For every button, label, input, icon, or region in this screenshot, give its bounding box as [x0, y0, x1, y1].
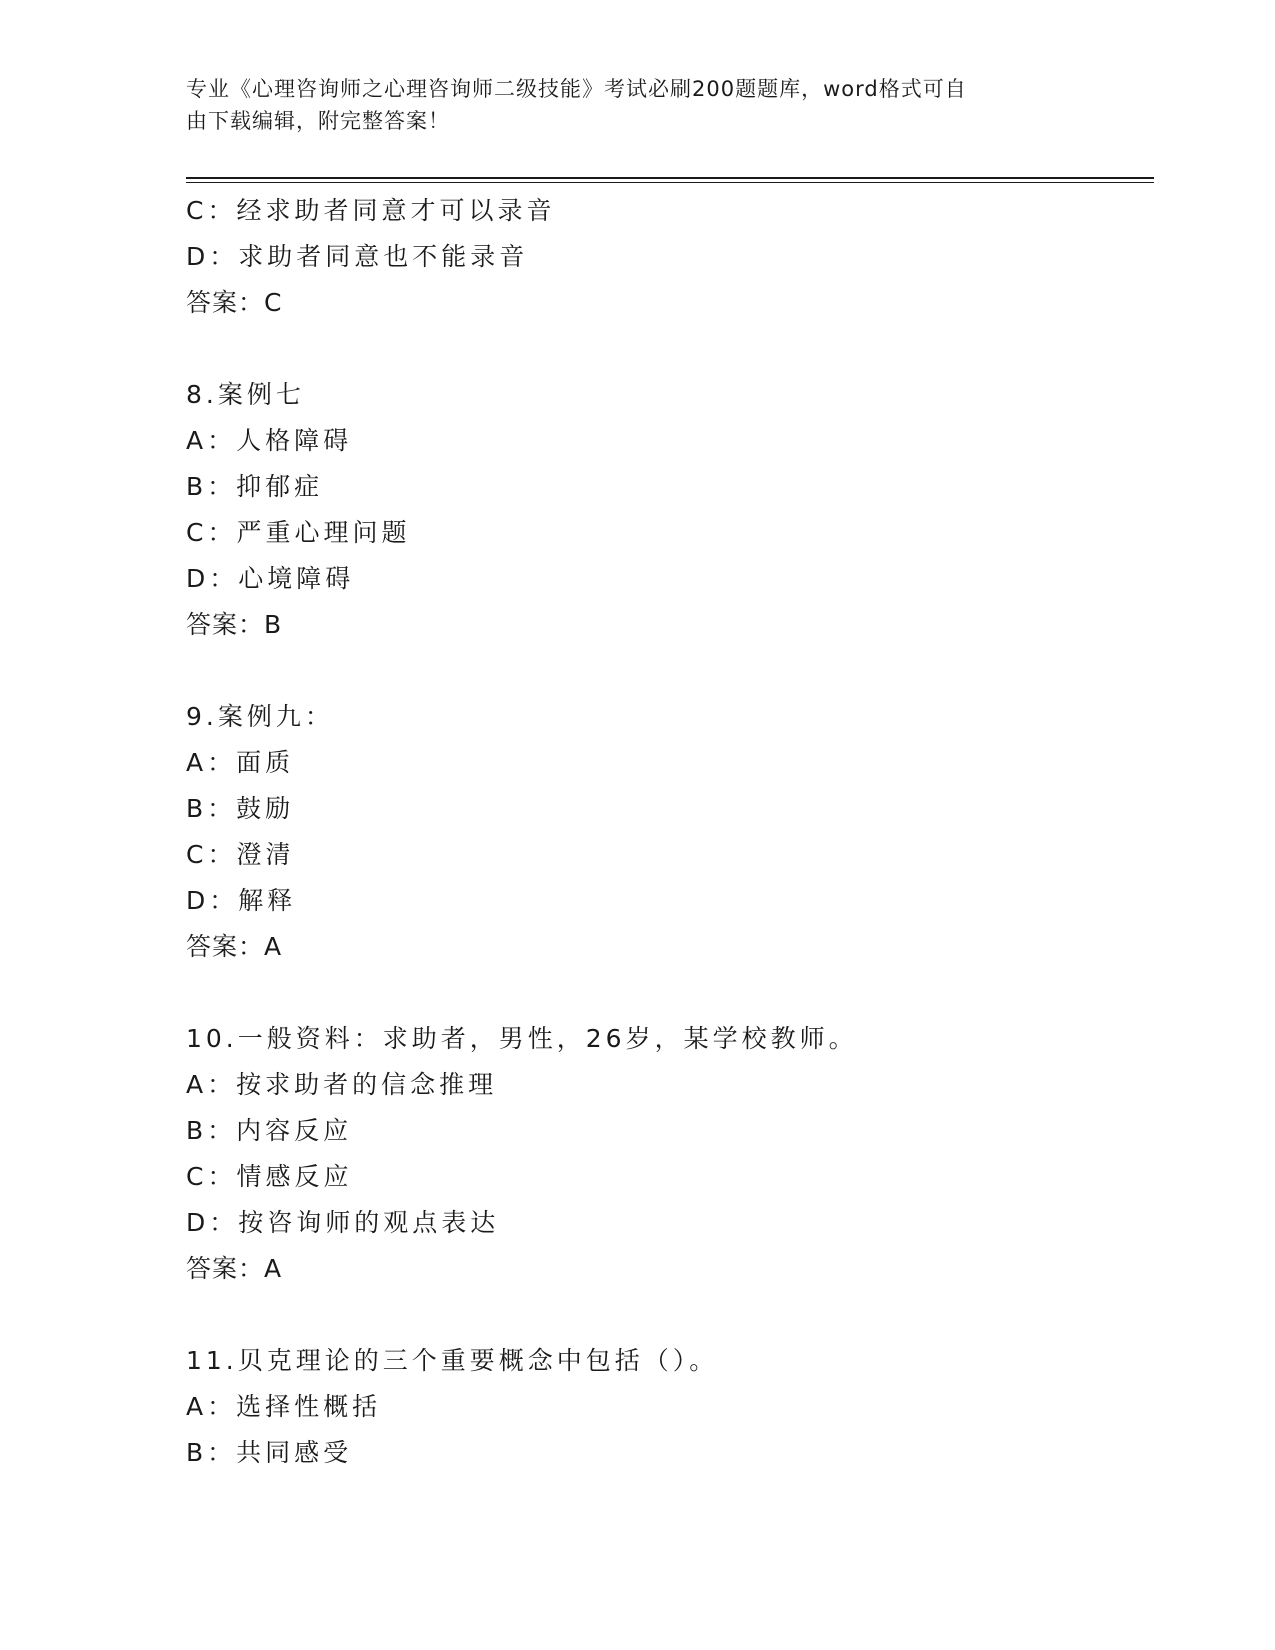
option-label: A： [186, 426, 237, 455]
spacer [186, 326, 1154, 372]
option-text: 求助者同意也不能录音 [238, 242, 529, 271]
option-a [186, 740, 1154, 786]
answer-line: 答案：C [186, 288, 283, 317]
question-list [186, 188, 1154, 1476]
answer-line: 答案：A [186, 1254, 283, 1283]
answer-line: 答案：B [186, 610, 283, 639]
header-title-line-2: 由下载编辑，附完整答案！ [186, 109, 450, 133]
header-divider-thin [186, 182, 1154, 183]
option-c [186, 1154, 1154, 1200]
option-b [186, 1108, 1154, 1154]
option-label: A： [186, 748, 237, 777]
option-text: 澄清 [236, 840, 295, 869]
option-text: 按求助者的信念推理 [236, 1070, 498, 1099]
option-a [186, 418, 1154, 464]
question-carryover [186, 188, 1154, 326]
option-label: C： [186, 196, 237, 225]
option-text: 共同感受 [236, 1438, 353, 1467]
question-stem: 8.案例七 [186, 380, 305, 409]
spacer [186, 970, 1154, 1016]
option-label: C： [186, 1162, 237, 1191]
option-label: B： [186, 1116, 237, 1145]
option-b [186, 464, 1154, 510]
option-c [186, 510, 1154, 556]
option-label: D： [186, 1208, 239, 1237]
option-b [186, 786, 1154, 832]
option-d [186, 556, 1154, 602]
header-title-line-1: 专业《心理咨询师之心理咨询师二级技能》考试必刷200题题库，word格式可自 [186, 77, 967, 101]
option-label: B： [186, 794, 237, 823]
option-a [186, 1384, 1154, 1430]
question-9 [186, 694, 1154, 970]
question-8 [186, 372, 1154, 648]
option-c [186, 188, 1154, 234]
question-stem: 9.案例九： [186, 702, 334, 731]
answer-line: 答案：A [186, 932, 283, 961]
document-header [186, 73, 1066, 137]
option-text: 心境障碍 [238, 564, 355, 593]
option-d [186, 234, 1154, 280]
option-label: D： [186, 564, 239, 593]
option-label: D： [186, 886, 239, 915]
option-label: B： [186, 472, 237, 501]
option-label: B： [186, 1438, 237, 1467]
spacer [186, 648, 1154, 694]
option-a [186, 1062, 1154, 1108]
question-10 [186, 1016, 1154, 1292]
option-text: 抑郁症 [236, 472, 324, 501]
option-d [186, 1200, 1154, 1246]
option-d [186, 878, 1154, 924]
option-b [186, 1430, 1154, 1476]
option-text: 解释 [238, 886, 297, 915]
option-text: 鼓励 [236, 794, 295, 823]
spacer [186, 1292, 1154, 1338]
option-text: 情感反应 [236, 1162, 353, 1191]
option-label: A： [186, 1070, 237, 1099]
header-divider-thick [186, 177, 1154, 179]
option-text: 人格障碍 [236, 426, 353, 455]
option-text: 面质 [236, 748, 295, 777]
option-text: 严重心理问题 [236, 518, 411, 547]
option-text: 选择性概括 [236, 1392, 382, 1421]
option-c [186, 832, 1154, 878]
option-label: C： [186, 840, 237, 869]
question-stem: 10.一般资料：求助者，男性，26岁，某学校教师。 [186, 1024, 858, 1053]
option-text: 经求助者同意才可以录音 [236, 196, 556, 225]
option-label: A： [186, 1392, 237, 1421]
question-11 [186, 1338, 1154, 1476]
option-text: 按咨询师的观点表达 [238, 1208, 500, 1237]
option-label: C： [186, 518, 237, 547]
option-label: D： [186, 242, 239, 271]
option-text: 内容反应 [236, 1116, 353, 1145]
question-stem: 11.贝克理论的三个重要概念中包括（）。 [186, 1346, 719, 1375]
